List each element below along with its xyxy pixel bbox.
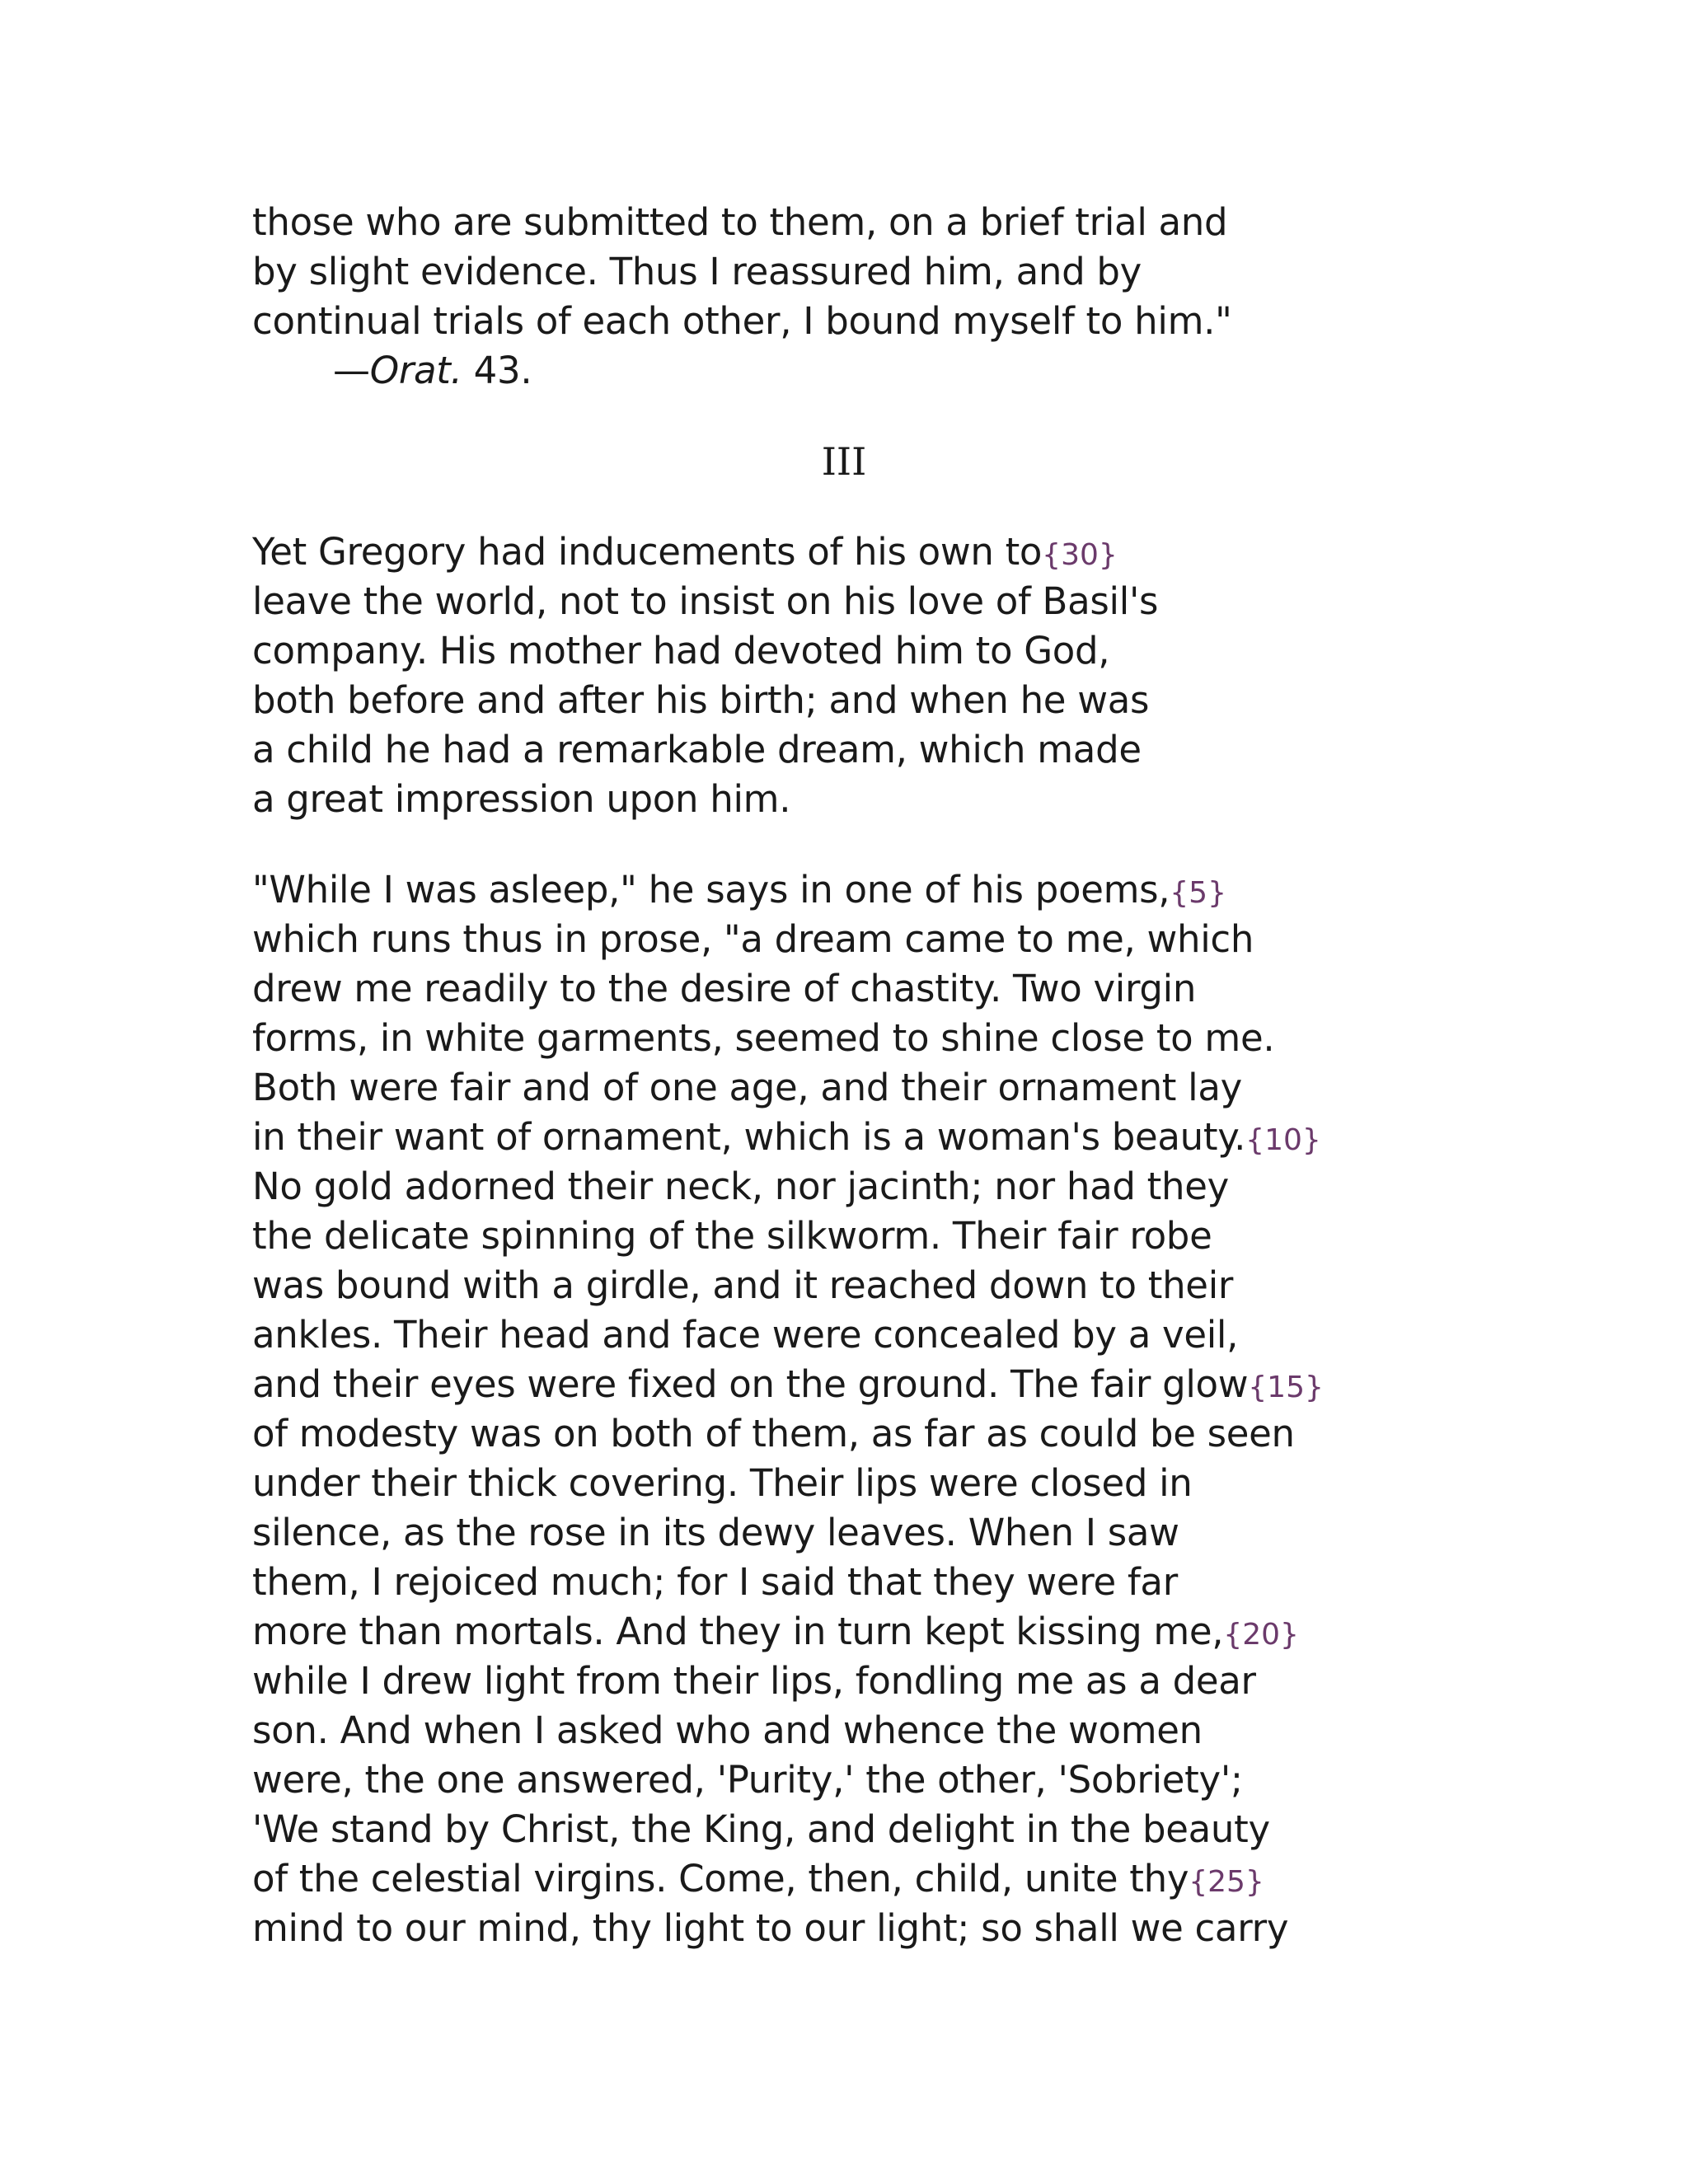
text-line: silence, as the rose in its dewy leaves. When I saw xyxy=(252,1511,1179,1554)
text-line: which runs thus in prose, "a dream came to me, which xyxy=(252,917,1254,961)
line-text: more than mortals. And they in turn kept kissing me, xyxy=(252,1610,1224,1653)
text-line xyxy=(252,1854,1264,1904)
text-line: leave the world, not to insist on his love of Basil's xyxy=(252,579,1159,623)
citation-dash: — xyxy=(333,349,370,392)
text-line: the delicate spinning of the silkworm. Their fair robe xyxy=(252,1214,1212,1258)
text-line: a child he had a remarkable dream, which made xyxy=(252,728,1142,771)
line-text: "While I was asleep," he says in one of his poems, xyxy=(252,868,1170,912)
text-line: were, the one answered, 'Purity,' the other, 'Sobriety'; xyxy=(252,1758,1243,1802)
text-line: company. His mother had devoted him to God, xyxy=(252,629,1110,673)
line-text: and their eyes were fixed on the ground. The fair glow xyxy=(252,1362,1249,1406)
line-text: Yet Gregory had inducements of his own to xyxy=(252,530,1043,574)
text-line: by slight evidence. Thus I reassured him, and by xyxy=(252,250,1142,293)
text-line: was bound with a girdle, and it reached down to their xyxy=(252,1263,1234,1307)
citation-line xyxy=(333,346,532,396)
text-line: forms, in white garments, seemed to shine close to me. xyxy=(252,1016,1275,1060)
line-text: of the celestial virgins. Come, then, child, unite thy xyxy=(252,1857,1189,1900)
text-line: Both were fair and of one age, and their ornament lay xyxy=(252,1066,1242,1109)
line-number-marker: {20} xyxy=(1223,1618,1299,1652)
line-number-marker: {15} xyxy=(1248,1371,1324,1404)
text-line: ankles. Their head and face were concealed by a veil, xyxy=(252,1313,1239,1357)
text-line: No gold adorned their neck, nor jacinth; nor had they xyxy=(252,1165,1229,1208)
text-line: of modesty was on both of them, as far as could be seen xyxy=(252,1412,1295,1455)
text-line xyxy=(252,1113,1321,1162)
text-line xyxy=(252,1360,1324,1409)
text-line xyxy=(252,1607,1299,1657)
text-line: while I drew light from their lips, fondling me as a dear xyxy=(252,1659,1256,1703)
line-number-marker: {5} xyxy=(1170,876,1226,910)
text-line: continual trials of each other, I bound myself to him." xyxy=(252,299,1232,343)
citation-number: 43. xyxy=(462,349,532,392)
line-number-marker: {30} xyxy=(1042,538,1118,572)
text-line: son. And when I asked who and whence the women xyxy=(252,1708,1203,1752)
text-line: both before and after his birth; and when he was xyxy=(252,678,1150,722)
text-line xyxy=(252,527,1118,577)
text-line: drew me readily to the desire of chastity. Two virgin xyxy=(252,967,1197,1010)
line-text: in their want of ornament, which is a woman's beauty. xyxy=(252,1115,1246,1159)
citation-work: Orat. xyxy=(369,349,462,392)
line-number-marker: {25} xyxy=(1189,1865,1264,1899)
line-number-marker: {10} xyxy=(1245,1123,1321,1157)
text-line: those who are submitted to them, on a brief trial and xyxy=(252,200,1228,244)
text-line: a great impression upon him. xyxy=(252,777,791,821)
text-line xyxy=(252,865,1226,915)
text-line: them, I rejoiced much; for I said that they were far xyxy=(252,1560,1178,1604)
text-line: under their thick covering. Their lips were closed in xyxy=(252,1461,1193,1505)
section-heading: III xyxy=(821,439,867,484)
text-line: 'We stand by Christ, the King, and delight in the beauty xyxy=(252,1807,1270,1851)
text-line: mind to our mind, thy light to our light; so shall we carry xyxy=(252,1906,1289,1950)
